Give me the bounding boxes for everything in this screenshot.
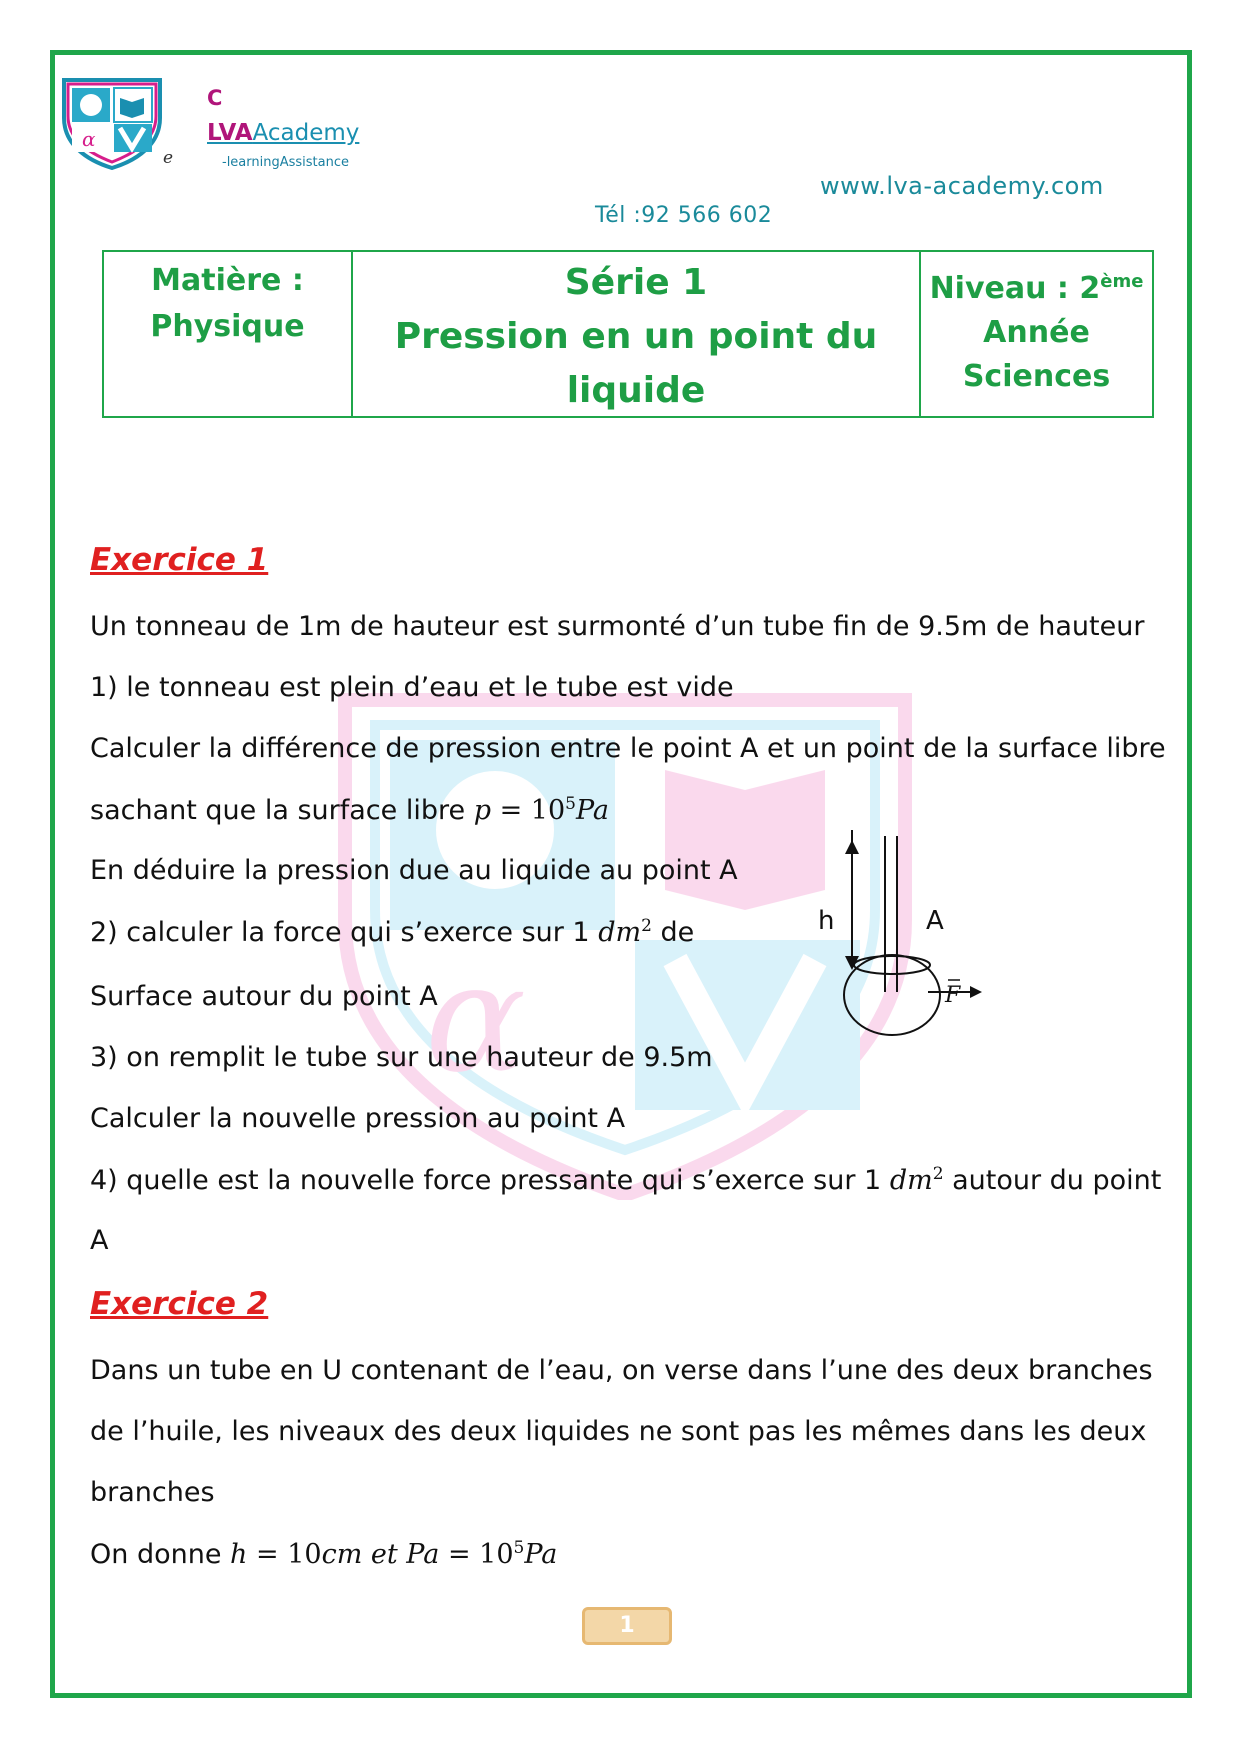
brand-e: e: [163, 148, 174, 168]
ex1-line: Un tonneau de 1m de hauteur est surmonté d’un tube fin de 9.5m de hauteur: [90, 611, 1145, 642]
ex1-line: Calculer la différence de pression entre le point A et un point de la surface libre: [90, 733, 1166, 764]
barrel-body: [844, 955, 940, 1035]
ex2-line: Dans un tube en U contenant de l’eau, on verse dans l’une des deux branches: [90, 1355, 1153, 1386]
ex2-line-given: [90, 1538, 557, 1570]
ex1-line-new-force: [90, 1164, 1161, 1196]
exercise-1-title: Exercice 1: [90, 542, 269, 578]
series-title-line2: liquide: [566, 370, 706, 411]
ex1-line: A: [90, 1225, 109, 1256]
math-unit: Pa: [524, 1539, 558, 1570]
level-superscript: ème: [1100, 271, 1144, 292]
brand-letter: C: [207, 86, 223, 110]
telephone: Tél :92 566 602: [595, 203, 773, 228]
ex1-line: 1) le tonneau est plein d’eau et le tube est vide: [90, 672, 734, 703]
level-line3: Sciences: [962, 359, 1111, 394]
force-arrowhead: [970, 986, 982, 998]
ex1-text: autour du point: [943, 1165, 1162, 1196]
figure-label-a: A: [926, 906, 944, 936]
height-arrow-top-head: [845, 840, 859, 854]
website-url: www.lva-academy.com: [820, 172, 1104, 200]
math-exponent: 5: [565, 794, 576, 814]
exercise-2-title: Exercice 2: [90, 1286, 269, 1322]
series-title-line1: Pression en un point du: [394, 316, 878, 357]
math-unit: dm: [889, 1165, 933, 1196]
math-h: h: [230, 1539, 248, 1570]
math-p: p: [473, 795, 491, 826]
barrel-top: [854, 956, 930, 974]
subject-label: Matière :: [151, 263, 304, 298]
ex1-line: 3) on remplit le tube sur une hauteur de 9.5m: [90, 1042, 713, 1073]
page-number-badge: 1: [582, 1607, 672, 1645]
ex2-line: de l’huile, les niveaux des deux liquides ne sont pas les mêmes dans les deux: [90, 1416, 1147, 1447]
ex1-line: En déduire la pression due au liquide au point A: [90, 855, 738, 886]
level-line1: [921, 260, 1152, 311]
subject-value: Physique: [150, 309, 305, 344]
math-eq: = 10: [439, 1539, 514, 1570]
ex1-text: 4) quelle est la nouvelle force pressante qui s’exerce sur 1: [90, 1165, 890, 1196]
svg-text:α: α: [425, 932, 527, 1106]
ex1-text: sachant que la surface libre: [90, 795, 474, 826]
ex2-line: branches: [90, 1477, 215, 1508]
math-eq: = 10: [490, 795, 566, 826]
barrel-tube-figure: [820, 830, 1000, 1040]
ex1-line: Surface autour du point A: [90, 981, 438, 1012]
svg-text:α: α: [82, 127, 96, 151]
subject-cell: [104, 252, 353, 416]
math-eq: = 10: [247, 1539, 322, 1570]
level-cell: [921, 252, 1152, 416]
math-unit: cm et Pa: [321, 1539, 440, 1570]
ex1-line: Calculer la nouvelle pression au point A: [90, 1103, 626, 1134]
math-unit: Pa: [575, 795, 610, 826]
ex1-text: de: [651, 917, 695, 948]
ex1-text: 2) calculer la force qui s’exerce sur 1: [90, 917, 599, 948]
figure-label-f: F: [945, 983, 961, 1008]
math-unit: dm: [598, 917, 642, 948]
header-info-table: [102, 250, 1154, 418]
math-exponent: 5: [513, 1538, 525, 1558]
math-exponent: 2: [932, 1164, 944, 1184]
series-number: Série 1: [564, 262, 708, 303]
lva-academy-logo: [60, 78, 164, 170]
brand-name: [207, 120, 359, 146]
figure-label-h: h: [818, 906, 835, 936]
series-title-cell: [353, 252, 921, 416]
brand-academy: Academy: [252, 120, 360, 146]
level-label: Niveau : 2: [929, 271, 1101, 306]
brand-subtitle: -learningAssistance: [222, 155, 349, 170]
brand-lva: LVA: [207, 120, 253, 146]
ex1-line-force: [90, 916, 694, 948]
math-exponent: 2: [641, 916, 652, 936]
ex1-line-pressure: [90, 794, 609, 826]
level-line2: Année: [983, 315, 1090, 350]
ex2-text: On donne: [90, 1539, 231, 1570]
